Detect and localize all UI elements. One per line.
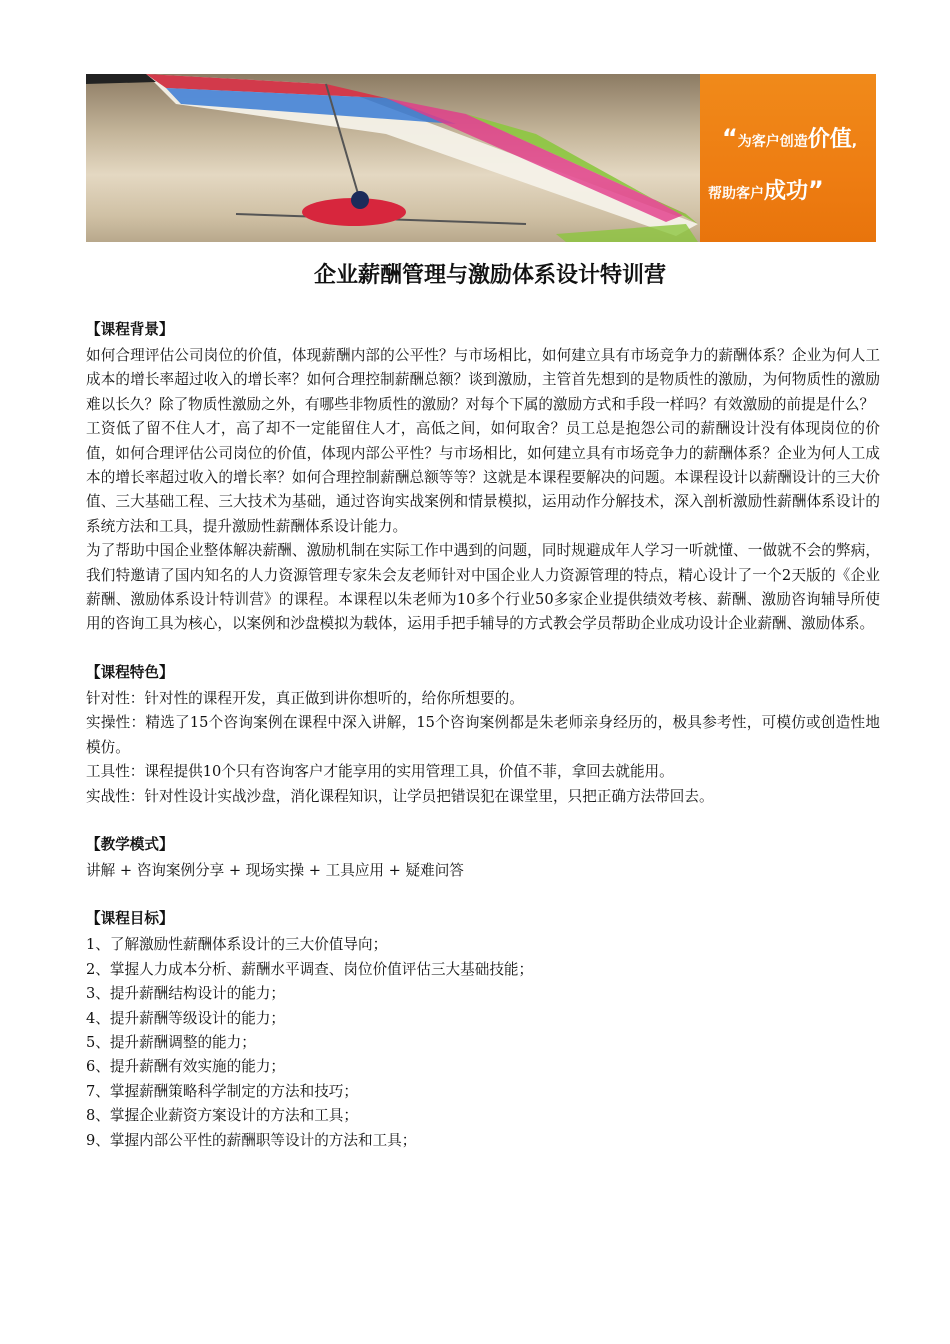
open-quote-mark: “	[722, 124, 738, 152]
goal-item: 4、提升薪酬等级设计的能力；	[86, 1009, 286, 1027]
goal-item: 3、提升薪酬结构设计的能力；	[86, 985, 286, 1003]
slogan-line-1	[722, 122, 857, 153]
goal-item: 2、掌握人力成本分析、薪酬水平调查、岗位价值评估三大基础技能；	[86, 960, 534, 978]
slogan-line-2-small: 帮助客户	[708, 186, 764, 202]
mode-heading: 【教学模式】	[86, 835, 174, 853]
goal-item: 8、掌握企业薪资方案设计的方法和工具；	[86, 1107, 358, 1125]
background-paragraph-1: 如何合理评估公司岗位的价值，体现薪酬内部的公平性？与市场相比，如何建立具有市场竞争力的薪酬体系？企业为何人工成本的增长率超过收入的增长率？如何合理控制薪酬总额？谈到激励，主管首先想到的是物质性的激励，为何物质性的激励难以长久？除了物质性激励之外，有哪些非物质性的激励？对每个下属的激励方式和手段一样吗？有效激励的前提是什么？	[86, 347, 880, 413]
feature-item: 工具性：课程提供10个只有咨询客户才能享用的实用管理工具，价值不菲，拿回去就能用。	[86, 763, 674, 781]
slogan-panel	[700, 74, 876, 242]
slogan-comma: ,	[851, 134, 858, 150]
goal-item: 1、了解激励性薪酬体系设计的三大价值导向；	[86, 936, 388, 954]
goal-item: 9、掌握内部公平性的薪酬职等设计的方法和工具；	[86, 1131, 417, 1149]
slogan-line-2-big: 成功	[764, 179, 809, 204]
slogan-line-1-big: 价值	[807, 127, 852, 152]
background-paragraph-2: 工资低了留不住人才，高了却不一定能留住人才，高低之间，如何取舍？员工总是抱怨公司的薪酬设计没有体现岗位的价值，如何合理评估公司岗位的价值，体现内部公平性？与市场相比，如何建立具有市场竞争力的薪酬体系？企业为何人工成本的增长率超过收入的增长率？如何合理控制薪酬总额等等？这就是本课程要解决的问题。本课程设计以薪酬设计的三大价值、三大基础工程、三大技术为基础，通过咨询实战案例和情景模拟，运用动作分解技术，深入剖析激励性薪酬体系设计的系统方法和工具，提升激励性薪酬体系设计能力。	[86, 420, 880, 535]
slogan-line-1-small: 为客户创造	[737, 134, 808, 150]
goal-item: 5、提升薪酬调整的能力；	[86, 1033, 256, 1051]
mode-text: 讲解 + 咨询案例分享 + 现场实操 + 工具应用 + 疑难问答	[86, 861, 464, 879]
feature-item: 实战性：针对性设计实战沙盘，消化课程知识，让学员把错误犯在课堂里，只把正确方法带回去。	[86, 787, 714, 805]
goal-item: 7、掌握薪酬策略科学制定的方法和技巧；	[86, 1082, 358, 1100]
slogan-line-2	[708, 174, 824, 205]
header-banner	[86, 74, 876, 242]
feature-item: 针对性：针对性的课程开发，真正做到讲你想听的，给你所想要的。	[86, 689, 524, 707]
goal-item: 6、提升薪酬有效实施的能力；	[86, 1058, 286, 1076]
hang-glider-illustration	[86, 74, 700, 242]
features-heading: 【课程特色】	[86, 663, 174, 681]
hang-glider-photo	[86, 74, 700, 242]
document-body	[86, 318, 880, 1153]
feature-item: 实操性：精选了15个咨询案例在课程中深入讲解，15个咨询案例都是朱老师亲身经历的，极具参考性，可模仿或创造性地模仿。	[86, 714, 880, 756]
goals-heading: 【课程目标】	[86, 910, 174, 928]
page-title: 企业薪酬管理与激励体系设计特训营	[313, 263, 666, 288]
background-paragraph-3: 为了帮助中国企业整体解决薪酬、激励机制在实际工作中遇到的问题，同时规避成年人学习一听就懂、一做就不会的弊病，我们特邀请了国内知名的人力资源管理专家朱会友老师针对中国企业人力资源管理的特点，精心设计了一个2天版的《企业薪酬、激励体系设计特训营》的课程。本课程以朱老师为10多个行业50多家企业提供绩效考核、薪酬、激励咨询辅导所使用的咨询工具为核心，以案例和沙盘模拟为载体，运用手把手辅导的方式教会学员帮助企业成功设计企业薪酬、激励体系。	[86, 542, 880, 633]
close-quote-mark: ”	[808, 176, 824, 204]
background-heading: 【课程背景】	[86, 321, 174, 338]
